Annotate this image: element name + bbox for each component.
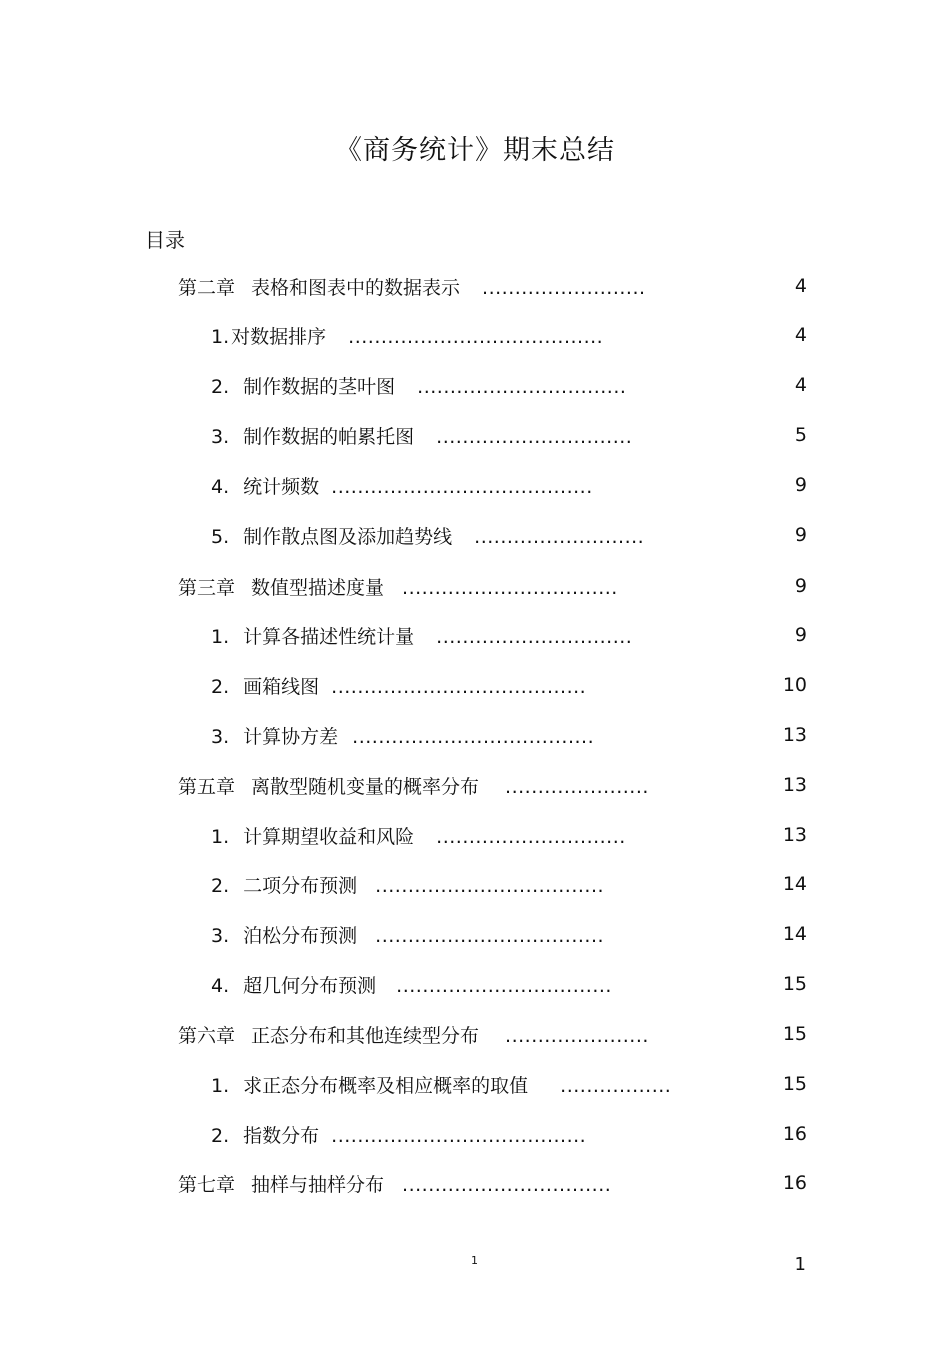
toc-entry[interactable]: [211, 921, 604, 947]
toc-leader-dots: ..............................: [436, 626, 633, 648]
toc-entry-label: 制作散点图及添加趋势线: [243, 526, 453, 548]
toc-entry-label: 离散型随机变量的概率分布: [251, 776, 480, 798]
toc-entry[interactable]: [211, 372, 626, 398]
toc-entry[interactable]: [211, 722, 594, 748]
toc-entry-number: 4.: [211, 975, 230, 997]
toc-entry-label: 指数分布: [243, 1125, 320, 1147]
toc-leader-dots: .....................................: [352, 726, 595, 748]
toc-entry-number: 3.: [211, 426, 230, 448]
toc-entry-number: 第二章: [178, 277, 236, 299]
toc-entry-number: 3.: [211, 726, 230, 748]
toc-entry[interactable]: [211, 672, 586, 698]
toc-entry-label: 正态分布和其他连续型分布: [251, 1025, 480, 1047]
toc-entry-page: 9: [794, 575, 807, 597]
toc-entry-label: 求正态分布概率及相应概率的取值: [243, 1075, 529, 1097]
toc-entry[interactable]: [211, 522, 644, 548]
toc-leader-dots: .......................................: [331, 676, 587, 698]
toc-leader-dots: ......................: [505, 1025, 649, 1047]
toc-entry-label: 制作数据的茎叶图: [243, 376, 396, 398]
toc-leader-dots: .......................................: [348, 326, 604, 348]
toc-entry-page: 16: [782, 1123, 807, 1145]
toc-entry-label: 泊松分布预测: [243, 925, 358, 947]
toc-entry-page: 4: [794, 275, 807, 297]
toc-entry-number: 第七章: [178, 1174, 236, 1196]
toc-entry-page: 14: [782, 873, 807, 895]
toc-entry-number: 第六章: [178, 1025, 236, 1047]
toc-leader-dots: ..........................: [474, 526, 645, 548]
toc-entry-page: 15: [782, 973, 807, 995]
toc-entry-number: 5.: [211, 526, 230, 548]
toc-leader-dots: ..............................: [436, 426, 633, 448]
toc-entry-page: 9: [794, 474, 807, 496]
toc-entry-label: 计算各描述性统计量: [243, 626, 415, 648]
toc-entry-number: 2.: [211, 376, 230, 398]
toc-heading: 目录: [145, 228, 185, 252]
toc-entry-page: 13: [782, 724, 807, 746]
toc-entry[interactable]: [211, 1121, 586, 1147]
toc-entry-label: 计算协方差: [243, 726, 339, 748]
toc-leader-dots: ........................................: [331, 476, 593, 498]
toc-leader-dots: .................................: [396, 975, 612, 997]
toc-entry-page: 10: [782, 674, 807, 696]
toc-entry-label: 超几何分布预测: [243, 975, 377, 997]
toc-entry-number: 4.: [211, 476, 230, 498]
toc-entry[interactable]: [211, 322, 603, 348]
toc-entry[interactable]: [211, 622, 632, 648]
footer-page-number-small: 1: [471, 1254, 478, 1267]
toc-entry-number: 1.: [211, 1075, 230, 1097]
toc-entry-number: 2.: [211, 676, 230, 698]
toc-entry[interactable]: [211, 971, 612, 997]
toc-entry-number: 1.: [211, 326, 230, 348]
toc-entry-label: 画箱线图: [243, 676, 320, 698]
toc-entry-page: 13: [782, 824, 807, 846]
toc-entry-page: 4: [794, 324, 807, 346]
toc-entry-page: 9: [794, 624, 807, 646]
toc-entry[interactable]: [211, 1071, 671, 1097]
toc-entry-label: 抽样与抽样分布: [251, 1174, 385, 1196]
toc-entry-label: 对数据排序: [231, 326, 327, 348]
toc-leader-dots: .........................: [482, 277, 646, 299]
toc-leader-dots: ...................................: [375, 875, 605, 897]
toc-entry[interactable]: [211, 422, 632, 448]
toc-entry-chapter-7[interactable]: [178, 1170, 611, 1196]
toc-entry-number: 第五章: [178, 776, 236, 798]
toc-entry-label: 数值型描述度量: [251, 577, 385, 599]
toc-leader-dots: ......................: [505, 776, 649, 798]
toc-entry-label: 计算期望收益和风险: [243, 826, 415, 848]
toc-entry-page: 5: [794, 424, 807, 446]
toc-entry-page: 13: [782, 774, 807, 796]
page-title: 《商务统计》期末总结: [335, 135, 615, 166]
toc-entry-page: 9: [794, 524, 807, 546]
footer-page-number: 1: [794, 1254, 806, 1275]
toc-entry-number: 1.: [211, 626, 230, 648]
toc-entry-chapter-6[interactable]: [178, 1021, 649, 1047]
toc-entry-number: 2.: [211, 875, 230, 897]
toc-entry-chapter-5[interactable]: [178, 772, 649, 798]
toc-entry-page: 16: [782, 1172, 807, 1194]
toc-entry-chapter-2[interactable]: [178, 273, 646, 299]
toc-leader-dots: .................................: [402, 577, 618, 599]
toc-leader-dots: ................................: [417, 376, 627, 398]
toc-entry-chapter-3[interactable]: [178, 573, 618, 599]
toc-entry-page: 15: [782, 1073, 807, 1095]
toc-entry[interactable]: [211, 822, 626, 848]
toc-entry-label: 制作数据的帕累托图: [243, 426, 415, 448]
toc-entry-page: 4: [794, 374, 807, 396]
toc-entry-label: 统计频数: [243, 476, 320, 498]
toc-entry-number: 第三章: [178, 577, 236, 599]
toc-leader-dots: .......................................: [331, 1125, 587, 1147]
toc-leader-dots: ................................: [402, 1174, 612, 1196]
toc-entry-number: 3.: [211, 925, 230, 947]
toc-entry-number: 1.: [211, 826, 230, 848]
toc-entry-label: 表格和图表中的数据表示: [251, 277, 461, 299]
toc-leader-dots: .............................: [436, 826, 626, 848]
toc-entry[interactable]: [211, 472, 593, 498]
toc-entry[interactable]: [211, 871, 604, 897]
toc-entry-page: 15: [782, 1023, 807, 1045]
toc-entry-number: 2.: [211, 1125, 230, 1147]
toc-entry-label: 二项分布预测: [243, 875, 358, 897]
toc-entry-page: 14: [782, 923, 807, 945]
toc-leader-dots: .................: [560, 1075, 672, 1097]
toc-leader-dots: ...................................: [375, 925, 605, 947]
